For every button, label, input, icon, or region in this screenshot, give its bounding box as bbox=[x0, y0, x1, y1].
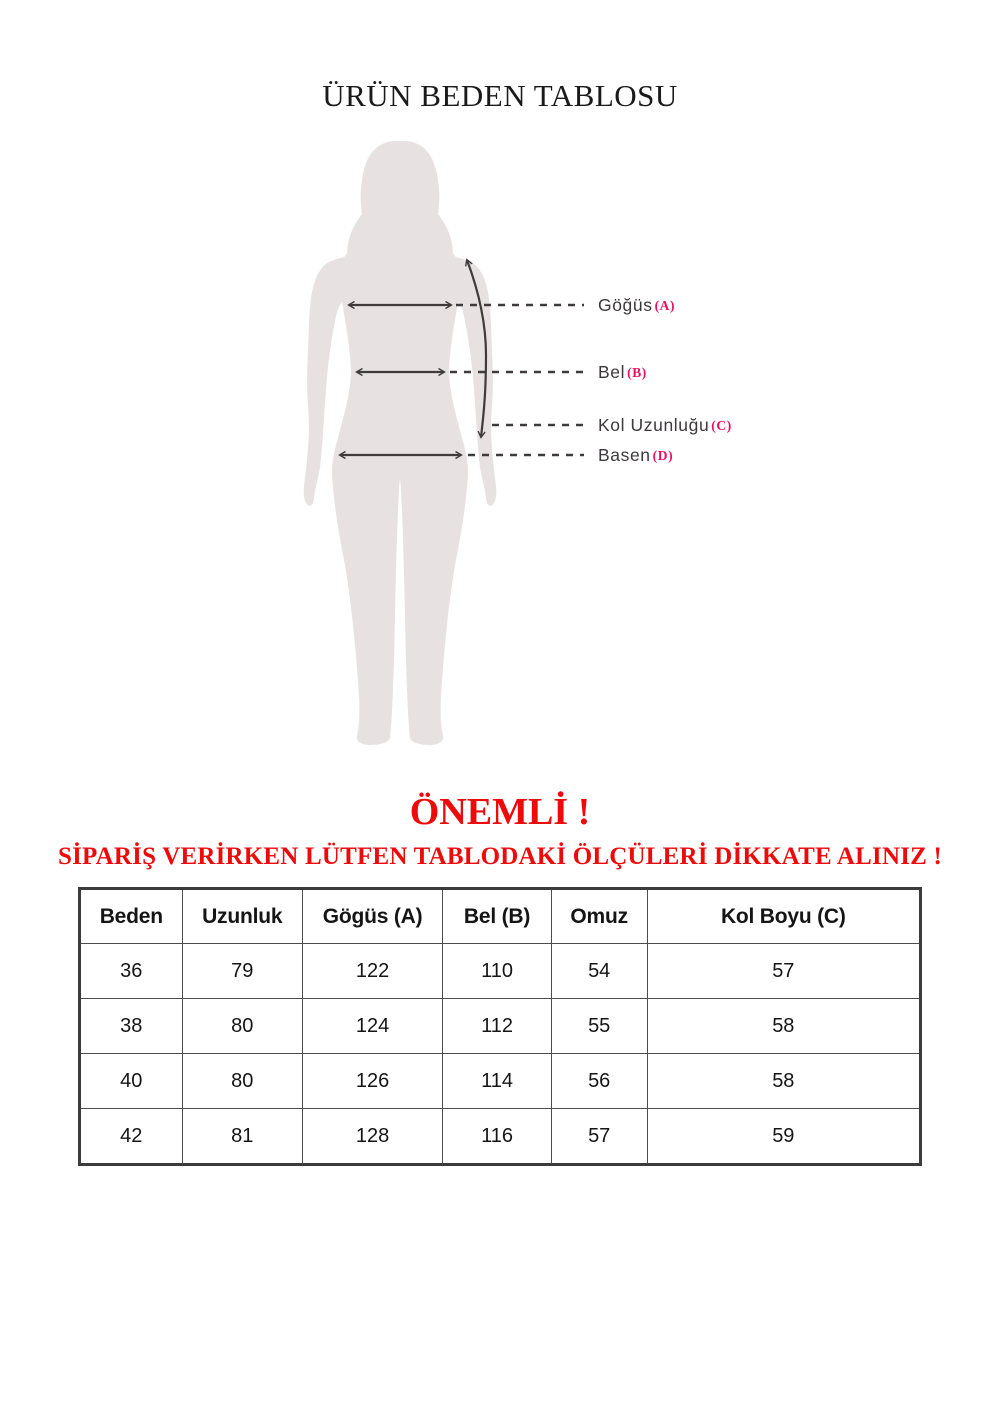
cell-uzunluk: 80 bbox=[182, 1054, 302, 1109]
cell-bel: 112 bbox=[443, 999, 551, 1054]
cell-bel: 114 bbox=[443, 1054, 551, 1109]
cell-uzunluk: 80 bbox=[182, 999, 302, 1054]
cell-omuz: 55 bbox=[551, 999, 647, 1054]
cell-beden: 42 bbox=[80, 1109, 183, 1165]
cell-bel: 110 bbox=[443, 944, 551, 999]
cell-kol-boyu: 59 bbox=[647, 1109, 920, 1165]
cell-kol-boyu: 58 bbox=[647, 999, 920, 1054]
cell-beden: 38 bbox=[80, 999, 183, 1054]
measure-label-hip bbox=[598, 444, 673, 466]
measure-code-c: (C) bbox=[711, 418, 732, 433]
cell-bel: 116 bbox=[443, 1109, 551, 1165]
measure-label-chest-text: Göğüs bbox=[598, 295, 653, 315]
table-row bbox=[80, 1109, 921, 1165]
measure-label-chest bbox=[598, 294, 675, 316]
body-silhouette bbox=[304, 141, 497, 745]
measure-label-sleeve-text: Kol Uzunluğu bbox=[598, 415, 710, 435]
page-title: ÜRÜN BEDEN TABLOSU bbox=[322, 78, 678, 113]
size-table-header-row bbox=[80, 889, 921, 944]
table-row bbox=[80, 999, 921, 1054]
cell-omuz: 54 bbox=[551, 944, 647, 999]
cell-uzunluk: 79 bbox=[182, 944, 302, 999]
cell-gogus: 126 bbox=[302, 1054, 442, 1109]
col-header-beden: Beden bbox=[80, 889, 183, 944]
size-table bbox=[78, 887, 922, 1166]
cell-uzunluk: 81 bbox=[182, 1109, 302, 1165]
cell-gogus: 128 bbox=[302, 1109, 442, 1165]
cell-omuz: 56 bbox=[551, 1054, 647, 1109]
measure-code-a: (A) bbox=[654, 298, 676, 313]
cell-kol-boyu: 57 bbox=[647, 944, 920, 999]
cell-kol-boyu: 58 bbox=[647, 1054, 920, 1109]
table-row bbox=[80, 1054, 921, 1109]
measure-code-d: (D) bbox=[652, 448, 674, 463]
important-heading: ÖNEMLİ ! bbox=[409, 791, 591, 833]
col-header-gogus: Gögüs (A) bbox=[302, 889, 442, 944]
measure-label-hip-text: Basen bbox=[598, 445, 651, 465]
warning-subheading: SİPARİŞ VERİRKEN LÜTFEN TABLODAKİ ÖLÇÜLERİ DİKKATE ALINIZ ! bbox=[58, 843, 942, 870]
cell-beden: 40 bbox=[80, 1054, 183, 1109]
measure-label-waist-text: Bel bbox=[598, 362, 626, 382]
cell-gogus: 124 bbox=[302, 999, 442, 1054]
col-header-kol-boyu: Kol Boyu (C) bbox=[647, 889, 920, 944]
table-row bbox=[80, 944, 921, 999]
cell-omuz: 57 bbox=[551, 1109, 647, 1165]
measure-label-sleeve bbox=[598, 414, 732, 436]
col-header-bel: Bel (B) bbox=[443, 889, 551, 944]
measure-code-b: (B) bbox=[627, 365, 647, 380]
col-header-omuz: Omuz bbox=[551, 889, 647, 944]
cell-gogus: 122 bbox=[302, 944, 442, 999]
measure-label-waist bbox=[598, 361, 647, 383]
cell-beden: 36 bbox=[80, 944, 183, 999]
col-header-uzunluk: Uzunluk bbox=[182, 889, 302, 944]
